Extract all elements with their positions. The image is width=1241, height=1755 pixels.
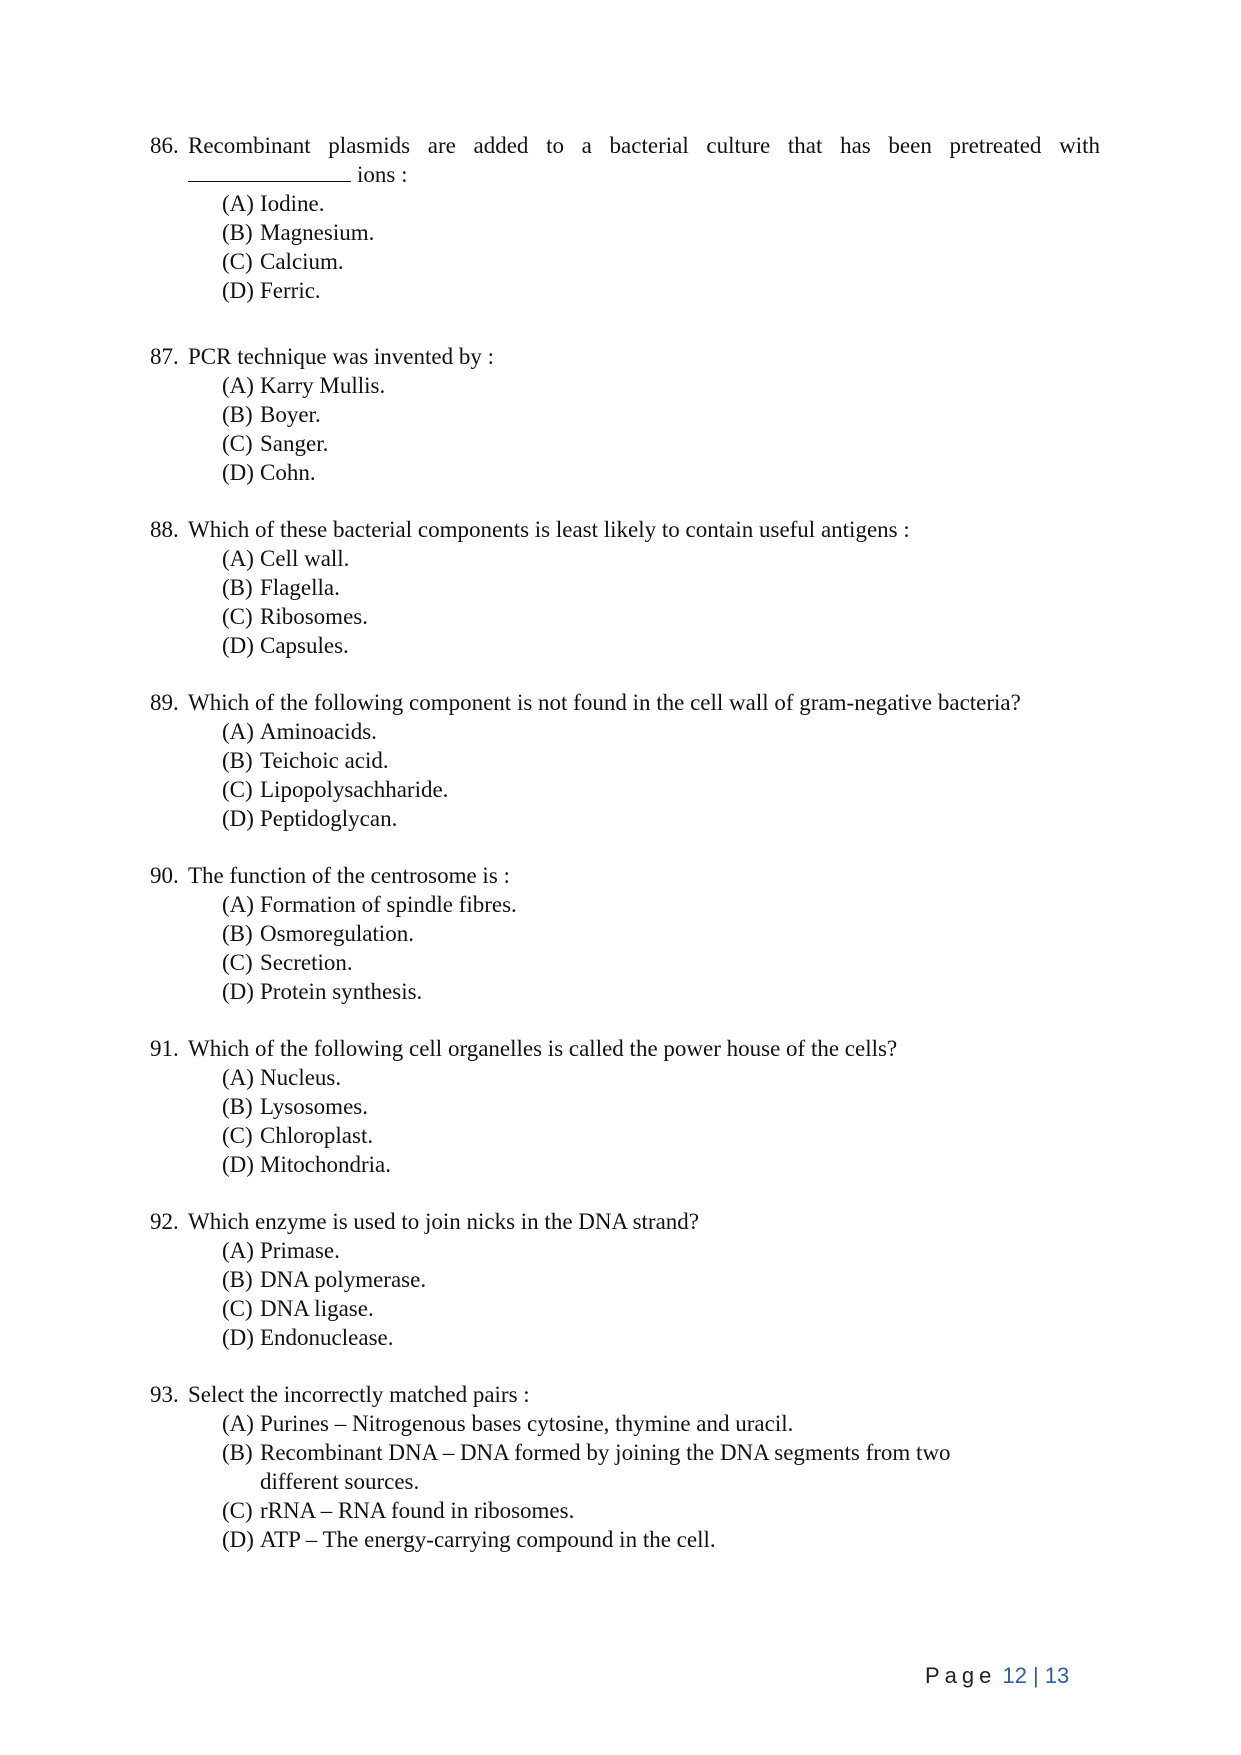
option-letter: (B): [222, 1267, 253, 1292]
question-text: Which enzyme is used to join nicks in the DNA strand?: [188, 1209, 700, 1234]
question-93: [150, 1380, 1100, 1554]
option-d: [222, 804, 1100, 833]
question-stem: [150, 342, 1100, 371]
question-stem: [150, 131, 1100, 189]
option-text: Cohn.: [260, 460, 316, 485]
question-number: 90.: [150, 863, 179, 888]
question-number: 92.: [150, 1209, 179, 1234]
option-text: Recombinant DNA – DNA formed by joining the DNA segments from two different sources.: [260, 1440, 951, 1494]
option-text: Aminoacids.: [260, 719, 377, 744]
option-letter: (C): [222, 431, 253, 456]
option-text: Capsules.: [260, 633, 349, 658]
question-stem: [150, 1380, 1100, 1409]
options-list: [222, 1409, 1100, 1554]
question-number: 86.: [150, 133, 179, 158]
question-stem: [150, 1207, 1100, 1236]
current-page-number: 12: [1002, 1663, 1027, 1688]
option-text: ATP – The energy-carrying compound in the cell.: [260, 1527, 716, 1552]
option-letter: (B): [222, 1440, 253, 1465]
question-text: The function of the centrosome is :: [188, 863, 510, 888]
options-list: [222, 1063, 1100, 1179]
option-d: [222, 977, 1100, 1006]
option-text: Formation of spindle fibres.: [260, 892, 517, 917]
question-number: 88.: [150, 517, 179, 542]
option-letter: (C): [222, 1123, 253, 1148]
option-text: Ribosomes.: [260, 604, 368, 629]
option-c: [222, 247, 1100, 276]
option-d: [222, 1525, 1100, 1554]
question-text: PCR technique was invented by :: [188, 344, 494, 369]
option-d: [222, 276, 1100, 305]
option-b: [222, 1265, 1100, 1294]
option-letter: (C): [222, 777, 253, 802]
page-word: Page: [925, 1663, 997, 1688]
option-a: [222, 1236, 1100, 1265]
option-d: [222, 1150, 1100, 1179]
option-letter: (D): [222, 1325, 254, 1350]
option-text: Mitochondria.: [260, 1152, 391, 1177]
page-separator: |: [1033, 1663, 1039, 1688]
option-b: [222, 218, 1100, 247]
options-list: [222, 890, 1100, 1006]
option-text: Secretion.: [260, 950, 353, 975]
option-b: [222, 1438, 1100, 1496]
options-list: [222, 544, 1100, 660]
option-text: Boyer.: [260, 402, 321, 427]
option-d: [222, 631, 1100, 660]
question-text: Which of the following cell organelles is called the power house of the cells?: [188, 1036, 898, 1061]
option-letter: (B): [222, 748, 253, 773]
option-b: [222, 573, 1100, 602]
option-c: [222, 429, 1100, 458]
question-90: [150, 861, 1100, 1006]
option-text: Endonuclease.: [260, 1325, 394, 1350]
option-c: [222, 1294, 1100, 1323]
option-letter: (D): [222, 278, 254, 303]
option-letter: (D): [222, 1152, 254, 1177]
option-letter: (B): [222, 402, 253, 427]
option-text: DNA polymerase.: [260, 1267, 427, 1292]
option-a: [222, 1063, 1100, 1092]
question-stem: [150, 861, 1100, 890]
option-letter: (A): [222, 719, 254, 744]
question-number: 87.: [150, 344, 179, 369]
option-c: [222, 948, 1100, 977]
option-letter: (B): [222, 921, 253, 946]
option-letter: (A): [222, 546, 254, 571]
option-a: [222, 717, 1100, 746]
option-c: [222, 1121, 1100, 1150]
question-87: [150, 342, 1100, 487]
option-text: Teichoic acid.: [260, 748, 389, 773]
question-stem: [150, 1034, 1100, 1063]
option-text: Ferric.: [260, 278, 321, 303]
question-91: [150, 1034, 1100, 1179]
option-text: Lysosomes.: [260, 1094, 368, 1119]
question-text-continued: ions :: [357, 162, 408, 187]
question-88: [150, 515, 1100, 660]
option-letter: (B): [222, 575, 253, 600]
option-letter: (C): [222, 604, 253, 629]
option-a: [222, 1409, 1100, 1438]
question-89: [150, 688, 1100, 833]
option-letter: (A): [222, 373, 254, 398]
page-footer: [925, 1663, 1069, 1689]
option-letter: (D): [222, 806, 254, 831]
question-92: [150, 1207, 1100, 1352]
option-letter: (D): [222, 460, 254, 485]
option-letter: (C): [222, 1296, 253, 1321]
option-text: Flagella.: [260, 575, 340, 600]
option-letter: (A): [222, 1238, 254, 1263]
option-text: Primase.: [260, 1238, 340, 1263]
question-86: [150, 131, 1100, 305]
question-number: 89.: [150, 690, 179, 715]
option-letter: (B): [222, 220, 253, 245]
option-c: [222, 1496, 1100, 1525]
option-a: [222, 371, 1100, 400]
option-d: [222, 458, 1100, 487]
options-list: [222, 189, 1100, 305]
question-stem: [150, 688, 1100, 717]
options-list: [222, 1236, 1100, 1352]
question-text: Select the incorrectly matched pairs :: [188, 1382, 530, 1407]
option-letter: (C): [222, 249, 253, 274]
option-d: [222, 1323, 1100, 1352]
option-letter: (D): [222, 633, 254, 658]
option-letter: (A): [222, 191, 254, 216]
option-a: [222, 890, 1100, 919]
option-text: Lipopolysachharide.: [260, 777, 449, 802]
option-b: [222, 746, 1100, 775]
options-list: [222, 717, 1100, 833]
option-letter: (A): [222, 892, 254, 917]
option-letter: (B): [222, 1094, 253, 1119]
option-letter: (D): [222, 979, 254, 1004]
options-list: [222, 371, 1100, 487]
option-text: Chloroplast.: [260, 1123, 374, 1148]
option-letter: (A): [222, 1065, 254, 1090]
option-text: Cell wall.: [260, 546, 350, 571]
total-pages-number: 13: [1044, 1663, 1070, 1688]
question-text: Recombinant plasmids are added to a bacterial culture that has been pretreated with: [188, 133, 1100, 158]
option-text: Karry Mullis.: [260, 373, 386, 398]
option-a: [222, 189, 1100, 218]
option-text: Peptidoglycan.: [260, 806, 398, 831]
option-text: Osmoregulation.: [260, 921, 414, 946]
option-text: DNA ligase.: [260, 1296, 374, 1321]
option-text: rRNA – RNA found in ribosomes.: [260, 1498, 575, 1523]
question-number: 93.: [150, 1382, 179, 1407]
question-text: Which of these bacterial components is least likely to contain useful antigens :: [188, 517, 910, 542]
option-c: [222, 602, 1100, 631]
option-text: Sanger.: [260, 431, 329, 456]
option-text: Calcium.: [260, 249, 344, 274]
option-text: Purines – Nitrogenous bases cytosine, thymine and uracil.: [260, 1411, 794, 1436]
option-a: [222, 544, 1100, 573]
option-letter: (C): [222, 1498, 253, 1523]
question-text: Which of the following component is not found in the cell wall of gram-negative bacteria?: [188, 690, 1021, 715]
option-b: [222, 1092, 1100, 1121]
fill-in-blank: [188, 161, 351, 182]
option-text: Protein synthesis.: [260, 979, 423, 1004]
option-letter: (A): [222, 1411, 254, 1436]
question-number: 91.: [150, 1036, 179, 1061]
option-c: [222, 775, 1100, 804]
option-b: [222, 919, 1100, 948]
option-text: Magnesium.: [260, 220, 375, 245]
option-b: [222, 400, 1100, 429]
option-letter: (C): [222, 950, 253, 975]
option-letter: (D): [222, 1527, 254, 1552]
question-stem: [150, 515, 1100, 544]
option-text: Nucleus.: [260, 1065, 342, 1090]
option-text: Iodine.: [260, 191, 325, 216]
